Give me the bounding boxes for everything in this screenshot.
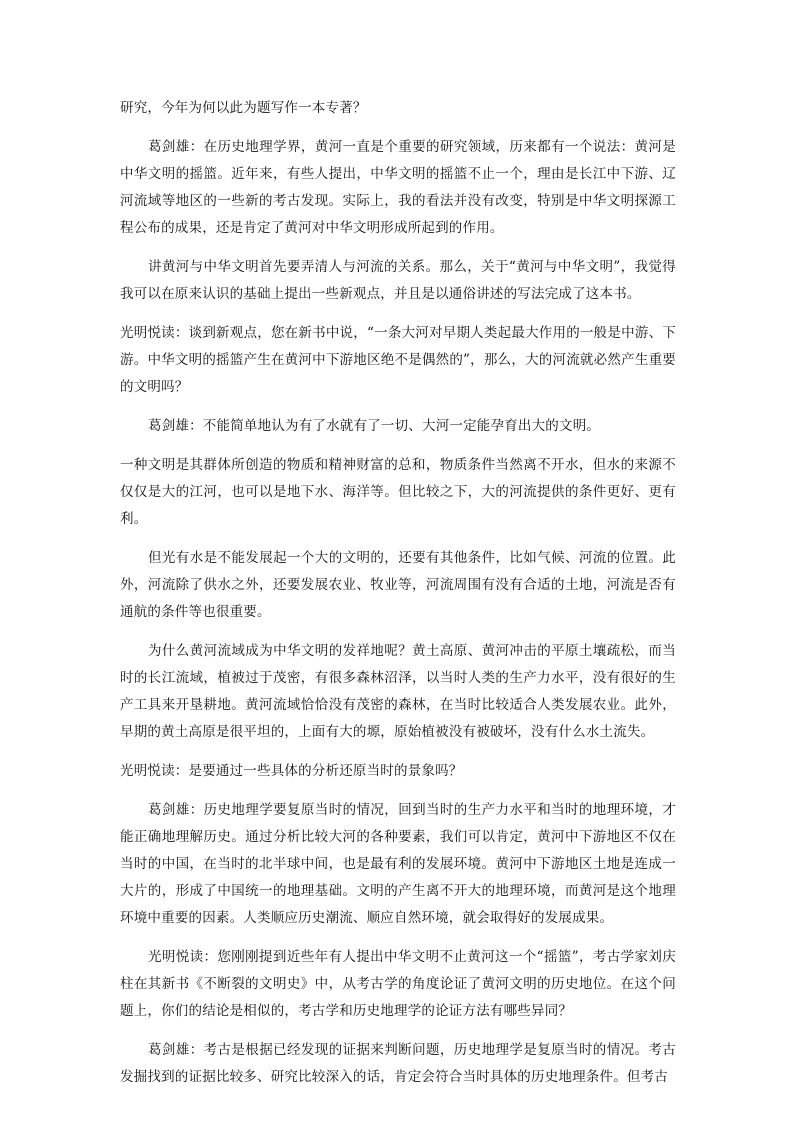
paragraph-4: 光明悦读：谈到新观点，您在新书中说，“一条大河对早期人类起最大作用的一般是中游、下游。中华文明的摇篮产生在黄河中下游地区绝不是偶然的”，那么，大的河流就必然产生重要的文明吗？ <box>120 325 676 395</box>
paragraph-10: 葛剑雄：历史地理学要复原当时的情况，回到当时的生产力水平和当时的地理环境，才能正确地理解历史。通过分析比较大河的各种要素，我们可以肯定，黄河中下游地区不仅在当时的中国，在当时的北半球中间，也是最有利的发展环境。黄河中下游地区土地是连成一大片的，形成了中国统一的地理基础。文明的产生离不开大的地理环境，而黄河是这个地理环境中重要的因素。人类顺应历史潮流、顺应自然环境，就会取得好的发展成果。 <box>120 802 676 926</box>
paragraph-5: 葛剑雄：不能简单地认为有了水就有了一切、大河一定能孕育出大的文明。 <box>148 418 601 434</box>
paragraph-1: 研究，今年为何以此为题写作一本专著？ <box>120 100 367 116</box>
paragraph-9: 光明悦读：是要通过一些具体的分析还原当时的景象吗？ <box>120 763 463 779</box>
paragraph-2: 葛剑雄：在历史地理学界，黄河一直是个重要的研究领域，历来都有一个说法：黄河是中华文明的摇篮。近年来，有些人提出，中华文明的摇篮不止一个，理由是长江中下游、辽河流域等地区的一些新的考古发现。实际上，我的看法并没有改变，特别是中华文明探源工程公布的成果，还是肯定了黄河对中华文明形成所起到的作用。 <box>120 139 676 236</box>
article-body <box>120 95 676 1103</box>
paragraph-8: 为什么黄河流域成为中华文明的发祥地呢？黄土高原、黄河冲击的平原土壤疏松，而当时的长江流域，植被过于茂密，有很多森林沼泽，以当时人类的生产力水平，没有很好的生产工具来开垦耕地。黄河流域恰恰没有茂密的森林，在当时比较适合人类发展农业。此外，早期的黄土高原是很平坦的，上面有大的塬，原始植被没有被破坏，没有什么水土流失。 <box>120 643 676 740</box>
paragraph-7: 但光有水是不能发展起一个大的文明的，还要有其他条件，比如气候、河流的位置。此外，河流除了供水之外，还要发展农业、牧业等，河流周围有没有合适的土地，河流是否有通航的条件等也很重要。 <box>120 550 676 620</box>
paragraph-11: 光明悦读：您刚刚提到近些年有人提出中华文明不止黄河这一个“摇篮”，考古学家刘庆柱在其新书《不断裂的文明史》中，从考古学的角度论证了黄河文明的历史地位。在这个问题上，你们的结论是相似的，考古学和历史地理学的论证方法有哪些异同？ <box>120 949 676 1019</box>
paragraph-3: 讲黄河与中华文明首先要弄清人与河流的关系。那么，关于“黄河与中华文明”，我觉得我可以在原来认识的基础上提出一些新观点，并且是以通俗讲述的写法完成了这本书。 <box>120 259 676 302</box>
paragraph-6: 一种文明是其群体所创造的物质和精神财富的总和，物质条件当然离不开水，但水的来源不仅仅是大的江河，也可以是地下水、海洋等。但比较之下，大的河流提供的条件更好、更有利。 <box>120 457 676 527</box>
paragraph-12: 葛剑雄：考古是根据已经发现的证据来判断问题，历史地理学是复原当时的情况。考古发掘找到的证据比较多、研究比较深入的话，肯定会符合当时具体的历史地理条件。但考古 <box>120 1042 676 1085</box>
